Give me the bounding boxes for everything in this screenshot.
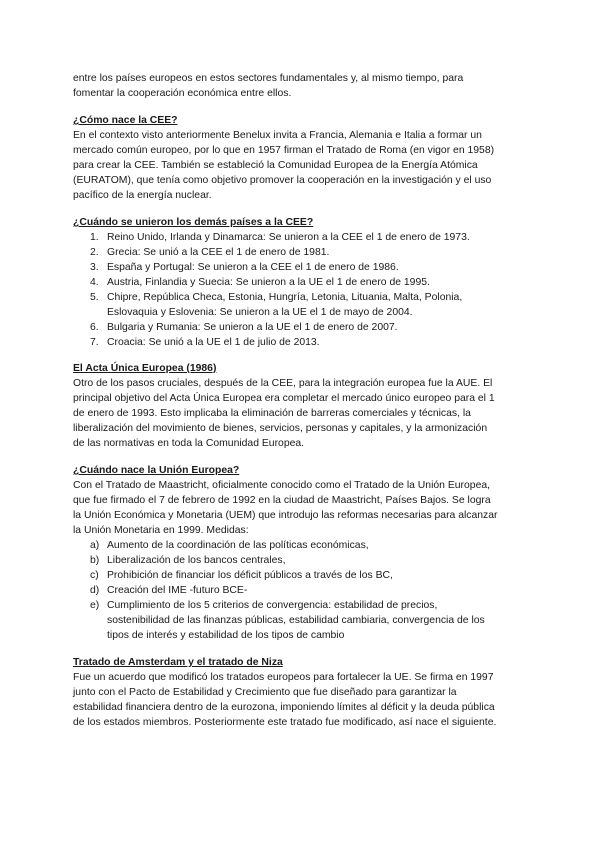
- section-paragraph: [73, 128, 535, 203]
- text-line: Grecia: Se unió a la CEE el 1 de enero de 1981.: [107, 247, 330, 258]
- text-line: sostenibilidad de las finanzas públicas, estabilidad cambiaria, convergencia de los: [107, 615, 485, 626]
- list-item: [73, 583, 535, 598]
- section-acta-unica: [73, 361, 535, 451]
- text-line: Chipre, República Checa, Estonia, Hungría, Letonia, Lituania, Malta, Polonia,: [107, 292, 463, 303]
- list-marker: 1.: [90, 232, 99, 243]
- section-heading: ¿Cómo nace la CEE?: [73, 115, 178, 126]
- list-marker: 5.: [90, 292, 99, 303]
- list-marker: b): [90, 555, 100, 566]
- text-line: de enero de 1993. Esto implicaba la eliminación de barreras comerciales y técnicas, la: [73, 408, 471, 419]
- list-marker: 2.: [90, 247, 99, 258]
- list-marker: e): [90, 600, 100, 611]
- list-item: [73, 290, 535, 320]
- text-line: la Unión Monetaria en 1999. Medidas:: [73, 525, 249, 536]
- text-line: Austria, Finlandia y Suecia: Se unieron a la UE el 1 de enero de 1995.: [107, 277, 430, 288]
- list-marker: 3.: [90, 262, 99, 273]
- section-heading: ¿Cuándo nace la Unión Europea?: [73, 465, 240, 476]
- section-paragraph: [73, 376, 535, 451]
- section-nace-ue: [73, 463, 535, 643]
- list-item: [73, 230, 535, 245]
- list-item: [73, 335, 535, 350]
- text-line: de los estados miembros. Posteriormente este tratado fue modificado, así nace el siguiente.: [73, 717, 497, 728]
- list-marker: 7.: [90, 337, 99, 348]
- list-item: [73, 553, 535, 568]
- text-line: liberalización del movimiento de bienes, servicios, personas y capitales, y la armonización: [73, 423, 488, 434]
- document-page: [73, 71, 535, 730]
- list-marker: c): [90, 570, 99, 581]
- text-line: Otro de los pasos cruciales, después de la CEE, para la integración europea fue la AUE. El: [73, 378, 493, 389]
- section-como-nace-cee: [73, 113, 535, 203]
- section-amsterdam-niza: [73, 655, 535, 730]
- text-line: para crear la CEE. También se estableció la Comunidad Europea de la Energía Atómica: [73, 160, 478, 171]
- list-item: [73, 245, 535, 260]
- text-line: Creación del IME -futuro BCE-: [107, 585, 248, 596]
- text-line: Cumplimiento de los 5 criterios de convergencia: estabilidad de precios,: [107, 600, 438, 611]
- text-line: Liberalización de los bancos centrales,: [107, 555, 286, 566]
- section-heading: ¿Cuándo se unieron los demás países a la CEE?: [73, 217, 314, 228]
- text-line: (EURATOM), que tenía como objetivo promover la cooperación en la investigación y el uso: [73, 175, 492, 186]
- section-paragraph: [73, 478, 535, 538]
- text-line: En el contexto visto anteriormente Benelux invita a Francia, Alemania e Italia a formar un: [73, 130, 482, 141]
- list-marker: d): [90, 585, 100, 596]
- list-item: [73, 275, 535, 290]
- list-item: [73, 260, 535, 275]
- text-line: estabilidad financiera dentro de la eurozona, imponiendo límites al déficit y la deuda pública: [73, 702, 495, 713]
- text-line: Fue un acuerdo que modificó los tratados europeos para fortalecer la UE. Se firma en 1997: [73, 672, 494, 683]
- text-line: que fue firmado el 7 de febrero de 1992 en la ciudad de Maastricht, Países Bajos. Se logra: [73, 495, 491, 506]
- list-item: [73, 320, 535, 335]
- text-line: de las normativas en toda la Comunidad Europea.: [73, 438, 305, 449]
- section-heading: Tratado de Amsterdam y el tratado de Niza: [73, 657, 283, 668]
- section-adhesiones: [73, 215, 535, 350]
- list-marker: 4.: [90, 277, 99, 288]
- text-line: Reino Unido, Irlanda y Dinamarca: Se unieron a la CEE el 1 de enero de 1973.: [107, 232, 470, 243]
- list-marker: a): [90, 540, 100, 551]
- section-heading: El Acta Única Europea (1986): [73, 363, 217, 374]
- text-line: la Unión Económica y Monetaria (UEM) que introdujo las reformas necesarias para alcanzar: [73, 510, 498, 521]
- text-line: pacífico de la energía nuclear.: [73, 190, 212, 201]
- text-line: principal objetivo del Acta Única Europea era completar el mercado único europeo para el 1: [73, 393, 495, 404]
- text-line: tipos de interés y estabilidad de los tipos de cambio: [107, 630, 345, 641]
- list-item: [73, 568, 535, 583]
- text-line: Prohibición de financiar los déficit públicos a través de los BC,: [107, 570, 393, 581]
- text-line: Croacia: Se unió a la UE el 1 de julio de 2013.: [107, 337, 320, 348]
- list-item: [73, 598, 535, 643]
- list-marker: 6.: [90, 322, 99, 333]
- text-line: junto con el Pacto de Estabilidad y Crecimiento que fue diseñado para garantizar la: [73, 687, 457, 698]
- text-line: entre los países europeos en estos sectores fundamentales y, al mismo tiempo, para: [73, 73, 464, 84]
- numbered-list: [73, 230, 535, 350]
- text-line: España y Portugal: Se unieron a la CEE el 1 de enero de 1986.: [107, 262, 399, 273]
- text-line: Bulgaria y Rumania: Se unieron a la UE el 1 de enero de 2007.: [107, 322, 398, 333]
- intro-paragraph: [73, 71, 535, 101]
- text-line: Eslovaquia y Eslovenia: Se unieron a la UE el 1 de mayo de 2004.: [107, 307, 413, 318]
- text-line: fomentar la cooperación económica entre ellos.: [73, 88, 292, 99]
- lettered-list: [73, 538, 535, 643]
- text-line: mercado común europeo, por lo que en 1957 firman el Tratado de Roma (en vigor en 1958): [73, 145, 495, 156]
- list-item: [73, 538, 535, 553]
- text-line: Con el Tratado de Maastricht, oficialmente conocido como el Tratado de la Unión Europea,: [73, 480, 491, 491]
- section-paragraph: [73, 670, 535, 730]
- text-line: Aumento de la coordinación de las políticas económicas,: [107, 540, 369, 551]
